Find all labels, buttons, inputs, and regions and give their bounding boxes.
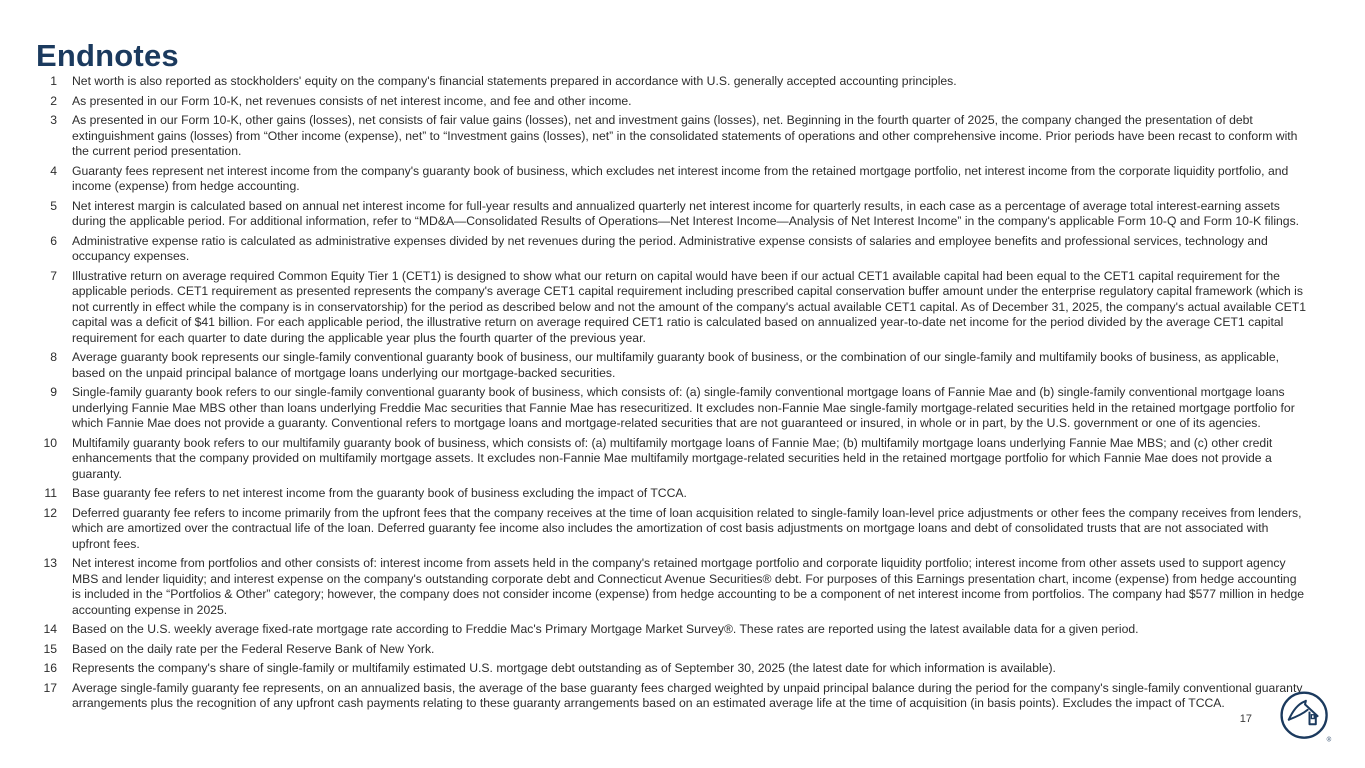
endnote-item — [40, 113, 1308, 160]
endnote-text: Base guaranty fee refers to net interest income from the guaranty book of business excluding the impact of TCCA. — [72, 486, 687, 500]
endnote-number: 7 — [50, 268, 57, 283]
fannie-mae-logo-graphic — [1278, 690, 1332, 744]
endnote-item — [40, 269, 1308, 347]
endnote-number: 16 — [43, 661, 57, 675]
endnote-text: Administrative expense ratio is calculated as administrative expenses divided by net revenues during the period. Administrative expense consists of salaries and employee benefits and professional services, technology and occupancy expenses. — [72, 233, 1268, 263]
endnote-item — [40, 436, 1308, 483]
endnote-text: Average single-family guaranty fee represents, on an annualized basis, the average of the base guaranty fees charged weighted by unpaid principal balance during the period for the company's single-family conventional guaranty arrangements plus the recognition of any upfront cash payments relating to these guaranty arrangements based on an estimated average life at the time of acquisition (in basis points). Excludes the impact of TCCA. — [72, 680, 1303, 710]
endnote-item — [40, 199, 1308, 230]
endnote-text: Net interest margin is calculated based on annual net interest income for full-year results and annualized quarterly net interest income for quarterly results, in each case as a percentage of average total interest-earning assets during the applicable period. For additional information, refer to “MD&A—Consolidated Results of Operations—Net Interest Income—Analysis of Net Interest Income” in the company's applicable Form 10-Q and Form 10-K filings. — [72, 198, 1300, 228]
endnote-text: Net worth is also reported as stockholders' equity on the company's financial statements prepared in accordance with U.S. generally accepted accounting principles. — [72, 74, 957, 88]
endnote-number: 10 — [43, 435, 57, 450]
endnote-number: 17 — [43, 680, 57, 695]
endnote-number: 15 — [43, 641, 57, 656]
endnote-text: Average guaranty book represents our single-family conventional guaranty book of business, our multifamily guaranty book of business, or the combination of our single-family and multifamily books of business, as applicable, based on the unpaid principal balance of mortgage loans underlying our mortgage-backed securities. — [72, 350, 1279, 380]
endnote-item — [40, 74, 1308, 90]
endnote-number: 2 — [50, 93, 57, 108]
endnote-number: 5 — [50, 198, 57, 213]
endnote-item — [40, 94, 1308, 110]
endnote-text: Based on the daily rate per the Federal Reserve Bank of New York. — [72, 641, 435, 656]
endnote-text: Represents the company's share of single-family or multifamily estimated U.S. mortgage debt outstanding as of September 30, 2025 (the latest date for which information is available). — [72, 661, 1056, 675]
endnote-item — [40, 681, 1308, 712]
endnote-text: Illustrative return on average required Common Equity Tier 1 (CET1) is designed to show what our return on capital would have been if our actual CET1 available capital had been equal to the CET1 capital requirement for the applicable periods. CET1 requirement as presented represents the company's average CET1 capital requirement including prescribed capital conservation buffer amount under the enterprise regulatory capital framework (which is not currently in effect while the company is in conservatorship) for the period as described below and not the amount of the company's actual available CET1 capital. As of December 31, 2025, the company's actual available CET1 capital was a deficit of $41 billion. For each applicable period, the illustrative return on average required CET1 ratio is calculated based on annualized year-to-date net income for the period divided by the average CET1 capital requirement for each quarter to date during the applicable year plus the fourth quarter of the previous year. — [72, 268, 1307, 345]
endnote-number: 13 — [43, 556, 57, 570]
page-number: 17 — [1239, 713, 1252, 725]
endnote-text: Deferred guaranty fee refers to income primarily from the upfront fees that the company receives at the time of loan acquisition related to single-family loan-level price adjustments or other fees the company receives from lenders, which are amortized over the contractual life of the loan. Deferred guaranty fee income also includes the amortization of cost basis adjustments on mortgage loans and debt of consolidated trusts that are not associated with upfront fees. — [72, 505, 1302, 551]
endnote-text: As presented in our Form 10-K, other gains (losses), net consists of fair value gains (losses), net and investment gains (losses), net. Beginning in the fourth quarter of 2025, the company changed the presentation of debt extinguishment gains (losses) from “Other income (expense), net” to “Investment gains (losses), net” in the consolidated statements of operations and other comprehensive income. Prior periods have been recast to conform with the current period presentation. — [72, 113, 1298, 158]
endnote-number: 14 — [43, 622, 57, 636]
endnote-number: 11 — [44, 486, 57, 500]
endnote-item — [40, 486, 1308, 502]
endnote-text: Multifamily guaranty book refers to our multifamily guaranty book of business, which consists of: (a) multifamily mortgage loans of Fannie Mae; (b) multifamily mortgage loans underlying Fannie Mae MBS; and (c) other credit enhancements that the company provided on multifamily mortgage assets. It excludes non-Fannie Mae multifamily mortgage-related securities held in the retained mortgage portfolio for which Fannie Mae does not provide a guaranty. — [72, 435, 1273, 481]
endnote-item — [40, 506, 1308, 553]
endnote-number: 8 — [50, 350, 57, 364]
endnotes-list — [40, 74, 1308, 716]
endnote-number: 3 — [50, 113, 57, 127]
registered-mark: ® — [1326, 736, 1332, 744]
endnote-text: Net interest income from portfolios and other consists of: interest income from assets held in the company's retained mortgage portfolio and corporate liquidity portfolio; interest income from other assets used to support agency MBS and lender liquidity; and interest expense on the company's outstanding corporate debt and Connecticut Avenue Securities® debt. For purposes of this Earnings presentation chart, income (expense) from hedge accounting is included in the “Portfolios & Other” category; however, the company does not consider income (expense) from hedge accounting to be a component of net interest income from portfolios. The company had $577 million in hedge accounting expense in 2025. — [72, 556, 1305, 617]
endnote-item — [40, 622, 1308, 638]
page-title: Endnotes — [36, 38, 179, 73]
endnote-item — [40, 556, 1308, 618]
endnote-number: 6 — [50, 233, 57, 248]
endnote-item — [40, 385, 1308, 432]
endnote-number: 12 — [43, 505, 57, 520]
endnote-item — [40, 234, 1308, 265]
endnote-text: Single-family guaranty book refers to our single-family conventional guaranty book of business, which consists of: (a) single-family conventional mortgage loans of Fannie Mae and (b) single-family conventional mortgage loans underlying Fannie Mae MBS other than loans underlying Freddie Mac securities that Fannie Mae has resecuritized. It excludes non-Fannie Mae single-family mortgage-related securities held in the retained mortgage portfolio for which Fannie Mae does not provide a guaranty. Conventional refers to mortgage loans and mortgage-related securities that are not guaranteed or insured, in whole or in part, by the U.S. government or one of its agencies. — [72, 385, 1295, 430]
endnote-item — [40, 642, 1308, 658]
endnote-item — [40, 661, 1308, 677]
fannie-mae-logo — [1278, 690, 1332, 744]
endnote-item — [40, 164, 1308, 195]
endnote-text: Guaranty fees represent net interest income from the company's guaranty book of business, which excludes net interest income from the retained mortgage portfolio, net interest income from the corporate liquidity portfolio, and income (expense) from hedge accounting. — [72, 163, 1289, 193]
endnote-item — [40, 350, 1308, 381]
endnote-number: 4 — [50, 163, 57, 178]
endnote-text: As presented in our Form 10-K, net revenues consists of net interest income, and fee and other income. — [72, 93, 632, 108]
endnote-number: 9 — [50, 385, 57, 399]
endnote-number: 1 — [50, 74, 57, 88]
endnote-text: Based on the U.S. weekly average fixed-rate mortgage rate according to Freddie Mac's Primary Mortgage Market Survey®. These rates are reported using the latest available data for a given period. — [72, 622, 1139, 636]
